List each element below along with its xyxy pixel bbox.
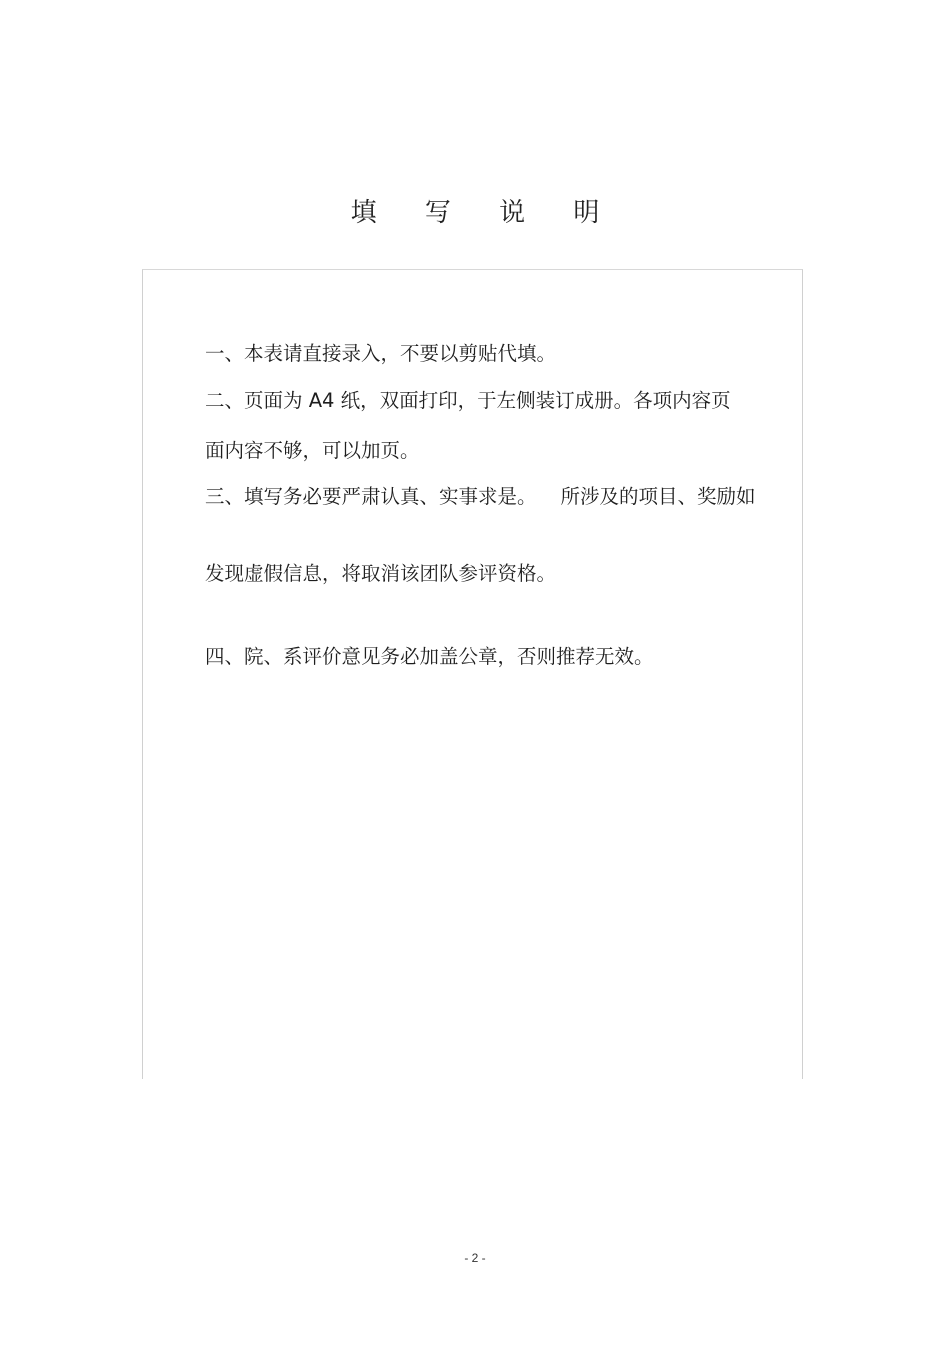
- page-number: - 2 -: [464, 1251, 486, 1265]
- instruction-line-6: 四、院、系评价意见务必加盖公章，否则推荐无效。: [205, 645, 654, 668]
- instruction-line-2: 二、页面为 A4 纸，双面打印，于左侧装订成册。各项内容页: [205, 389, 731, 412]
- instruction-line-3: 面内容不够，可以加页。: [205, 439, 420, 462]
- instruction-line-1: 一、本表请直接录入，不要以剪贴代填。: [205, 342, 557, 365]
- instruction-line-4: [205, 481, 756, 509]
- page-title: 填 写 说 明: [350, 198, 620, 228]
- instruction-line-5: 发现虚假信息，将取消该团队参评资格。: [205, 562, 557, 585]
- instruction-line-4-part-a: 三、填写务必要严肃认真、实事求是。: [205, 485, 537, 508]
- instruction-line-4-part-b: 所涉及的项目、奖励如: [560, 485, 756, 508]
